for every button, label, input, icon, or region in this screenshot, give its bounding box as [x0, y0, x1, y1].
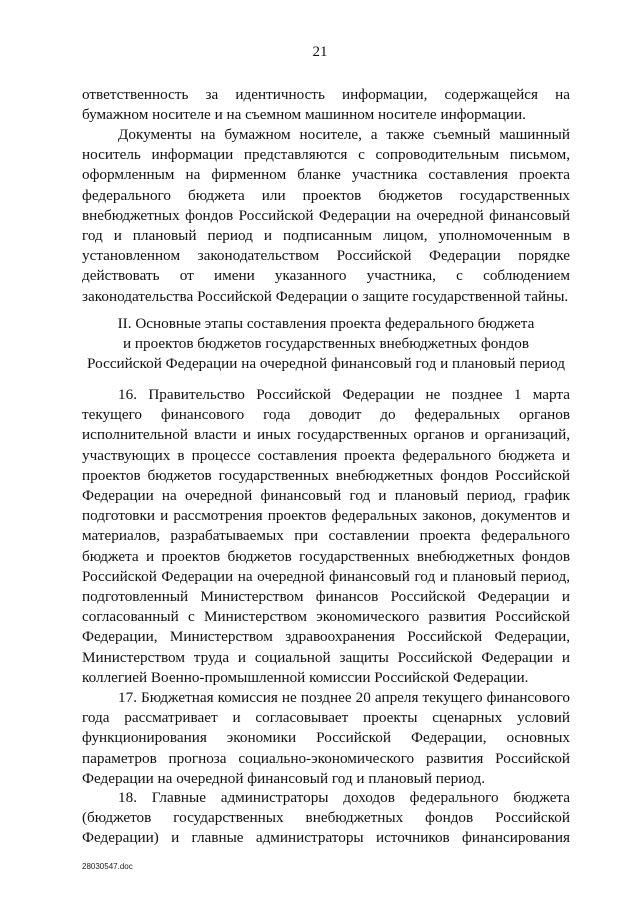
text-line: Федерации, Министерством здравоохранения Российской Федерации,	[82, 628, 570, 646]
text-line: коллегией Военно-промышленной комиссии Российской Федерации.	[82, 668, 529, 686]
text-line: исполнительной власти и иных государственных органов и организаций,	[82, 426, 570, 444]
text-line: года рассматривает и согласовывает проекты сценарных условий	[82, 709, 570, 727]
document-filename: 28030547.doc	[82, 862, 133, 871]
text-line: 16. Правительство Российской Федерации не позднее 1 марта	[118, 386, 570, 403]
text-line: федерального бюджета или проектов бюджетов государственных	[82, 186, 570, 204]
text-line: параметров прогноза социально-экономического развития Российской	[82, 749, 570, 767]
text-line: бумажном носителе и на съемном машинном носителе информации.	[82, 106, 526, 124]
text-line: Федерации на очередной финансовый год и плановый период, график	[82, 487, 570, 505]
paragraph-item-18	[82, 788, 570, 849]
text-line: Российской Федерации на очередной финансовый год и плановый период,	[82, 567, 570, 585]
text-line: внебюджетных фондов Российской Федерации на очередной финансовый	[82, 206, 570, 224]
text-line: действовать от имени указанного участника, с соблюдением	[82, 267, 570, 285]
section-heading	[82, 314, 570, 375]
text-line: ответственность за идентичность информации, содержащейся на	[82, 86, 570, 103]
paragraph-item-17	[82, 688, 570, 789]
text-line: участвующих в процессе составления проекта федерального бюджета и	[82, 446, 570, 464]
text-line: проектов бюджетов государственных внебюджетных фондов Российской	[82, 466, 570, 484]
paragraph-item-16	[82, 385, 570, 688]
text-line: подготовленный Министерством финансов Российской Федерации и	[82, 588, 570, 606]
text-line: Федерации) и главные администраторы источников финансирования	[82, 829, 570, 847]
text-line: оформленным на фирменном бланке участника составления проекта	[82, 166, 570, 184]
text-line: текущего финансового года доводит до федеральных органов	[82, 406, 570, 424]
text-line: Федерации на очередной финансовый год и плановый период.	[82, 769, 486, 787]
text-line: 17. Бюджетная комиссия не позднее 20 апреля текущего финансового	[118, 689, 570, 706]
text-line: носитель информации представляются с сопроводительным письмом,	[82, 146, 570, 164]
text-line: материалов, разрабатываемых при составлении проекта федерального	[82, 527, 570, 545]
text-line: законодательства Российской Федерации о защите государственной тайны.	[82, 287, 569, 305]
heading-line: Российской Федерации на очередной финансовый год и плановый период	[87, 355, 565, 373]
heading-line: II. Основные этапы составления проекта федерального бюджета	[117, 315, 535, 332]
text-line: Документы на бумажном носителе, а также съемный машинный	[118, 126, 570, 143]
text-line: установленном законодательством Российской Федерации порядке	[82, 247, 570, 265]
text-line: согласованный с Министерством экономического развития Российской	[82, 608, 570, 626]
text-line: подготовки и рассмотрения проектов федеральных законов, документов и	[82, 507, 570, 525]
text-line: 18. Главные администраторы доходов федерального бюджета	[118, 789, 570, 806]
page-number: 21	[312, 44, 328, 60]
paragraph-continuation	[82, 85, 570, 125]
text-line: (бюджетов государственных внебюджетных фондов Российской	[82, 809, 570, 827]
text-line: функционирования экономики Российской Федерации, основных	[82, 729, 570, 747]
text-line: Министерством труда и социальной защиты Российской Федерации и	[82, 648, 570, 666]
text-line: год и плановый период и подписанным лицом, уполномоченным в	[82, 227, 570, 245]
paragraph-documents	[82, 125, 570, 307]
text-line: бюджета и проектов бюджетов государственных внебюджетных фондов	[82, 547, 570, 565]
heading-line: и проектов бюджетов государственных внебюджетных фондов	[122, 335, 530, 353]
